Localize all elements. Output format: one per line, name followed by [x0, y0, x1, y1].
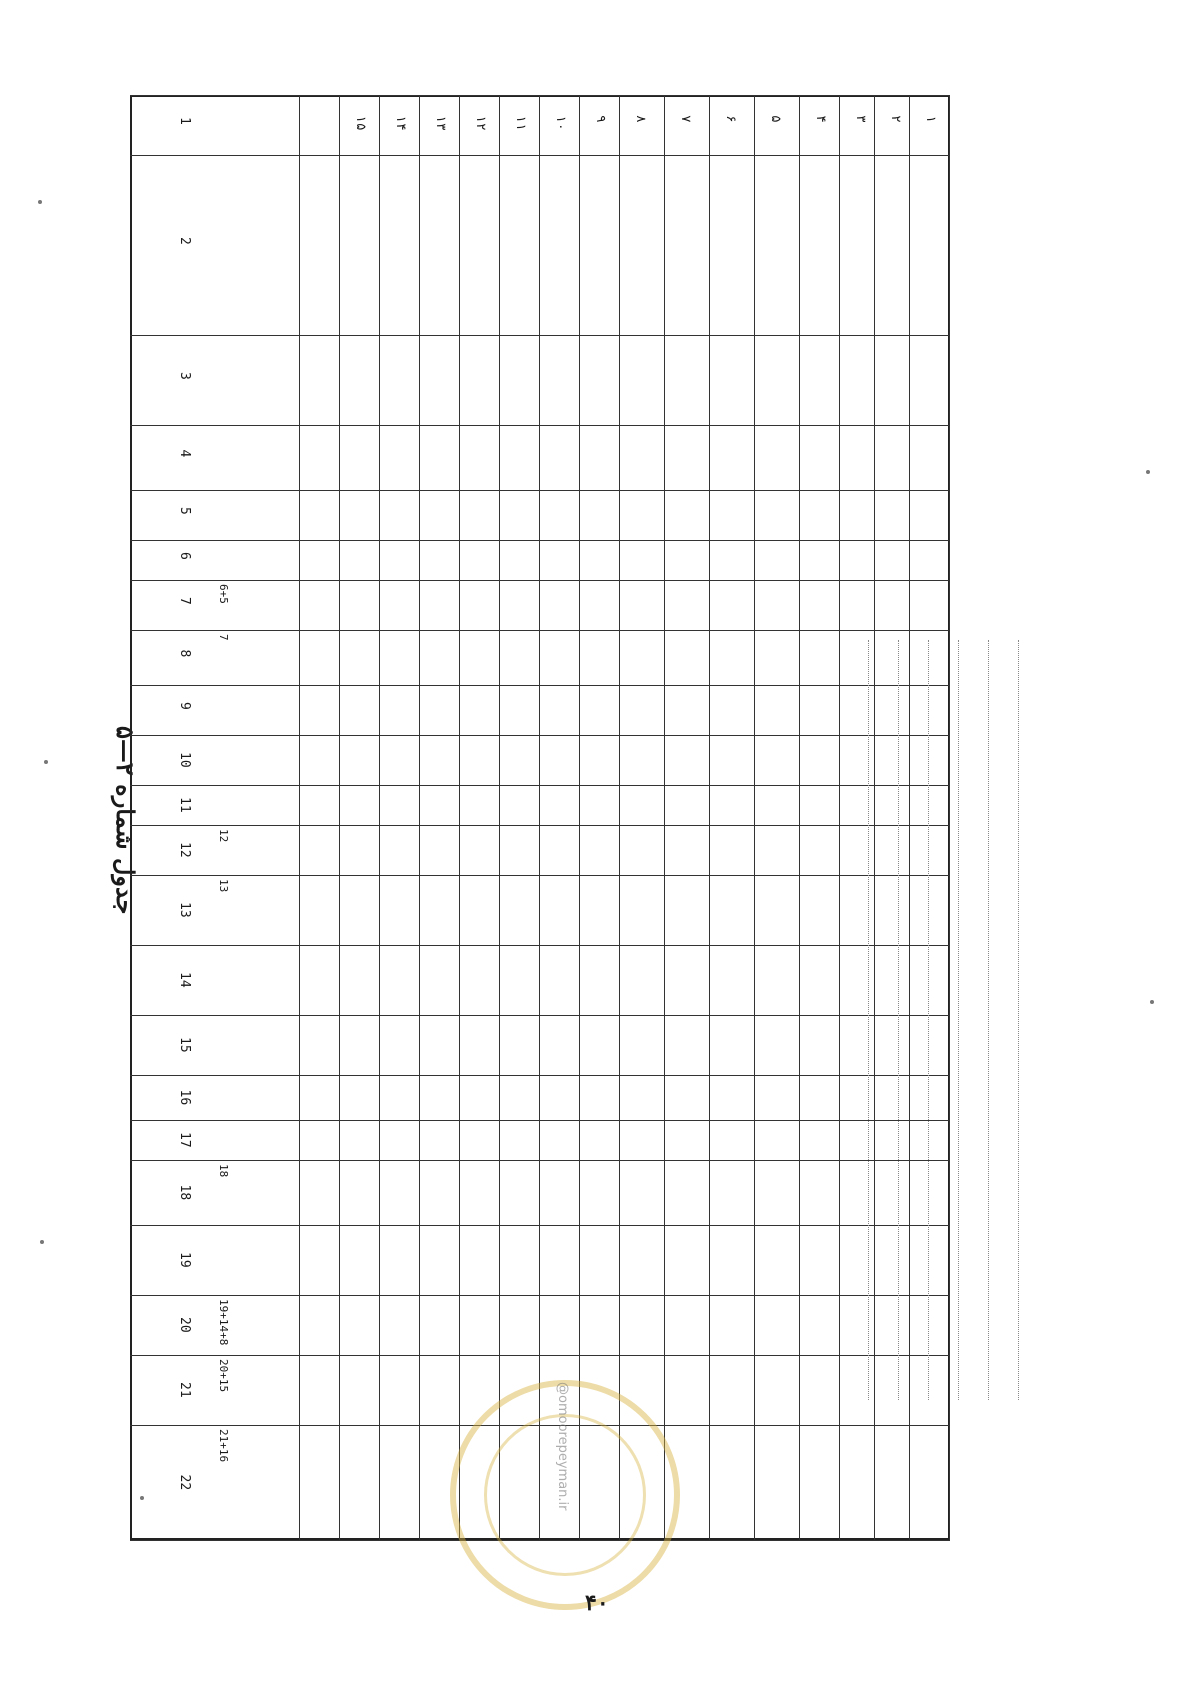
header-fraction: 13 — [217, 879, 230, 893]
table-row-line — [839, 95, 840, 1540]
header-fraction: 6+5 — [217, 584, 230, 604]
table-column-line — [130, 825, 950, 826]
row-number: ۵ — [768, 115, 783, 123]
table-column-line — [130, 1075, 950, 1076]
column-number: 9 — [177, 702, 192, 710]
table-column-line — [130, 785, 950, 786]
column-number: 10 — [177, 752, 192, 768]
table-row-line — [799, 95, 800, 1540]
table-column-line — [130, 1295, 950, 1296]
table-column-line — [130, 1225, 950, 1226]
column-number: 18 — [177, 1184, 192, 1201]
page-number: ۴۰ — [585, 1590, 609, 1616]
row-number: ۱۵ — [353, 115, 368, 131]
watermark-text: @omoorepeyman.ir — [555, 1382, 570, 1511]
column-number: 22 — [177, 1474, 192, 1491]
column-number: 21 — [177, 1382, 192, 1398]
column-number: 17 — [177, 1132, 192, 1148]
table-column-line — [130, 630, 950, 631]
column-number: 11 — [177, 797, 192, 813]
table-column-line — [130, 875, 950, 876]
table-column-line — [130, 425, 950, 426]
header-fraction: 7 — [217, 634, 230, 641]
row-number: ۹ — [593, 115, 608, 123]
rotated-table — [130, 95, 950, 1540]
row-number: ۲ — [888, 115, 903, 123]
row-number: ۱۴ — [393, 115, 408, 131]
row-number: ۱۰ — [553, 115, 568, 131]
table-column-line — [130, 155, 950, 156]
header-fraction: 20+15 — [217, 1359, 230, 1393]
table-grid — [130, 95, 950, 1540]
table-row-line — [339, 95, 340, 1540]
table-column-line — [130, 735, 950, 736]
table-row-line — [579, 95, 580, 1540]
table-column-line — [130, 490, 950, 491]
table-row-line — [299, 95, 300, 1540]
row-number: ۴ — [813, 115, 828, 123]
column-number: 12 — [177, 842, 192, 858]
table-column-line — [130, 945, 950, 946]
header-fraction: 19+14+8 — [217, 1299, 230, 1346]
header-fraction: 18 — [217, 1164, 230, 1178]
column-number: 20 — [177, 1317, 192, 1333]
column-number: 19 — [177, 1252, 192, 1268]
header-fraction: 21+16 — [217, 1429, 230, 1463]
table-column-line — [130, 685, 950, 686]
table-row-line — [709, 95, 710, 1540]
table-column-line — [130, 335, 950, 336]
table-row-line — [539, 95, 540, 1540]
column-number: 4 — [177, 449, 192, 458]
column-number: 14 — [177, 972, 192, 988]
footnotes-area — [858, 640, 1068, 1400]
table-column-line — [130, 1355, 950, 1356]
table-row-line — [379, 95, 380, 1540]
row-number: ۳ — [853, 115, 868, 123]
table-title: جدول شماره ۲—۵ — [111, 725, 140, 915]
column-number: 5 — [177, 507, 192, 515]
row-number: ۱ — [923, 115, 938, 123]
table-row-line — [664, 95, 665, 1540]
column-number: 8 — [177, 649, 192, 658]
table-row-line — [619, 95, 620, 1540]
table-row-line — [459, 95, 460, 1540]
column-number: 13 — [177, 902, 192, 918]
column-number: 3 — [177, 372, 192, 380]
table-column-line — [130, 1015, 950, 1016]
table-row-line — [499, 95, 500, 1540]
column-number: 1 — [177, 117, 192, 125]
row-number: ۱۱ — [513, 115, 528, 131]
column-number: 2 — [177, 237, 192, 245]
table-column-line — [130, 580, 950, 581]
row-number: ۱۲ — [473, 115, 488, 131]
row-number: ۶ — [723, 115, 738, 123]
table-column-line — [130, 95, 950, 96]
table-column-line — [130, 1160, 950, 1161]
header-fraction: 12 — [217, 829, 230, 843]
row-number: ۷ — [678, 115, 693, 123]
table-column-line — [130, 540, 950, 541]
table-row-line — [754, 95, 755, 1540]
column-number: 7 — [177, 597, 192, 605]
row-number: ۱۳ — [433, 115, 448, 131]
column-number: 15 — [177, 1037, 192, 1053]
column-number: 16 — [177, 1089, 192, 1106]
table-row-line — [419, 95, 420, 1540]
column-number: 6 — [177, 552, 192, 560]
row-number: ۸ — [633, 115, 648, 123]
table-column-line — [130, 1120, 950, 1121]
